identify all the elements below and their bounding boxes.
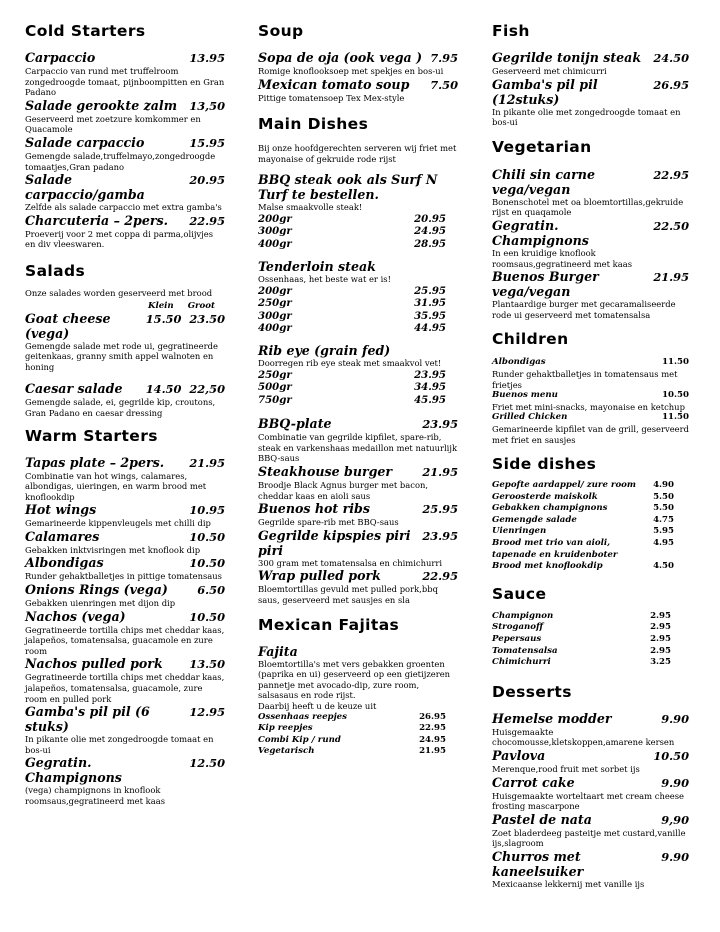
section-title-fish: Fish <box>492 22 530 40</box>
weight-price: 25.95 <box>414 284 446 297</box>
item-desc: Romige knoflooksoep met spekjes en bos-ui <box>258 66 444 76</box>
sauce-item: Chimichurri <box>492 657 551 668</box>
item-desc: Gemengde salade, ei, gegrilde kip, croutons, Gran Padano en caesar dressing <box>25 397 216 418</box>
item-desc: Zelfde als salade carpaccio met extra gamba's <box>25 202 222 213</box>
item-name: Charcuteria – 2pers. <box>25 212 168 228</box>
menu-item <box>25 502 225 529</box>
item-name: Gegrilde tonijn steak <box>492 50 642 65</box>
item-price-small: 15.50 <box>145 311 182 326</box>
column-middle <box>258 22 458 758</box>
item-name: BBQ-plate <box>258 416 332 432</box>
sauce-item: Pepersaus <box>492 634 542 645</box>
column-right <box>492 22 689 890</box>
side-item: Brood met trio van aioli, tapenade en kruidenboter <box>492 538 618 560</box>
item-price: 21.95 <box>189 455 225 470</box>
fajita-choice-note: Daarbij heeft u de keuze uit <box>258 700 377 711</box>
item-price: 10.50 <box>189 609 225 624</box>
item-price: 22.95 <box>189 213 225 228</box>
item-desc: Combinatie van gegrilde kipfilet, spare-rib, steak en varkenshaas medaillon met natuurlijk BBQ-saus <box>258 432 458 464</box>
item-price: 9,90 <box>661 812 689 827</box>
item-name: Buenos hot ribs <box>258 501 370 517</box>
menu-item <box>25 704 225 755</box>
side-item: Brood met knoflookdip <box>492 561 603 572</box>
menu-item <box>492 390 689 412</box>
side-price: 4.95 <box>653 538 674 549</box>
item-desc: Gegrilde spare-rib met BBQ-saus <box>258 517 399 528</box>
item-price: 23.95 <box>422 528 458 543</box>
item-price: 13.95 <box>189 51 225 65</box>
item-name: Albondigas <box>25 555 104 571</box>
section-title-cold-starters: Cold Starters <box>25 22 146 40</box>
item-price: 10.50 <box>653 749 689 763</box>
item-price: 25.95 <box>422 502 458 517</box>
item-name: Carrot cake <box>492 774 575 790</box>
section-title-salads: Salads <box>25 261 86 280</box>
item-name: Salade carpaccio/gamba <box>25 172 145 203</box>
weight-price: 44.95 <box>414 322 446 334</box>
weight-price: 23.95 <box>414 369 446 381</box>
menu-item <box>25 135 225 172</box>
item-desc: Huisgemaakte worteltaart met cream cheese frosting mascarpone <box>492 790 684 812</box>
item-name: Pavlova <box>492 748 546 763</box>
side-item: Gemengde salade <box>492 514 577 525</box>
item-name: Pastel de nata <box>492 811 592 827</box>
item-price: 9.90 <box>661 711 689 726</box>
section-title-sauce: Sauce <box>492 584 547 603</box>
item-name: Gegratin. Champignons <box>25 755 122 786</box>
item-desc: Doorregen rib eye steak met smaakvol vet! <box>258 358 442 369</box>
item-price: 13.50 <box>189 657 225 672</box>
item-price: 6.50 <box>197 583 225 598</box>
weight-label: 400gr <box>258 237 292 250</box>
item-desc: Plantaardige burger met gecaramaliseerde rode ui geserveerd met tomatensalsa <box>492 299 676 320</box>
item-desc: 300 gram met tomatensalsa en chimichurri <box>258 557 443 568</box>
item-desc: Zoet bladerdeeg pasteitje met custard,vanille ijs,slagroom <box>492 827 686 849</box>
item-name: Onions Rings (vega) <box>25 582 168 598</box>
fajita-option-price: 24.95 <box>419 734 446 745</box>
item-name: Grilled Chicken <box>492 412 568 423</box>
item-desc: Bloemtortilla's met vers gebakken groenten (paprika en ui) geserveerd op een gietijzeren pannetje met avocado-dip, zure room, salsasaus en rode rijst. <box>258 658 451 701</box>
menu-item-ribeye <box>258 343 458 406</box>
item-name: Goat cheese (vega) <box>25 310 111 341</box>
item-desc: Broodje Black Agnus burger met bacon, cheddar kaas en aioli saus <box>258 480 429 501</box>
item-price: 7.50 <box>430 77 458 92</box>
sauce-price: 2.95 <box>650 622 671 633</box>
side-price: 4.50 <box>653 561 674 572</box>
menu-item <box>492 357 689 390</box>
menu-item <box>25 50 225 98</box>
item-desc: Pittige tomatensoep Tex Mex-style <box>258 92 405 103</box>
weight-label: 400gr <box>258 322 292 334</box>
fajita-option-price: 26.95 <box>419 711 446 722</box>
section-title-mexican-fajitas: Mexican Fajitas <box>258 615 400 634</box>
item-desc: Runder gehaktballetjes in pittige tomatensaus <box>25 571 222 582</box>
main-dishes-list <box>258 416 458 605</box>
menu-item <box>258 528 458 569</box>
item-price: 12.95 <box>189 705 225 720</box>
item-desc: Geserveerd met chimicurri <box>492 66 607 76</box>
main-intro: Bij onze hoofdgerechten serveren wij friet met mayonaise of gekruide rode rijst <box>258 143 457 164</box>
menu-item <box>25 555 225 582</box>
item-name: Gamba's pil pil (6 stuks) <box>25 704 150 735</box>
item-price: 21.95 <box>422 465 458 479</box>
item-price: 15.95 <box>189 135 225 150</box>
menu-item <box>25 98 225 135</box>
menu-item-tenderloin <box>258 259 458 334</box>
side-price: 4.75 <box>653 514 674 525</box>
menu-item <box>492 218 689 269</box>
item-name: Salade carpaccio <box>25 134 145 150</box>
menu-item <box>25 213 225 250</box>
weight-label: 500gr <box>258 381 292 394</box>
sauce-price: 2.95 <box>650 634 671 645</box>
column-left <box>25 22 225 807</box>
menu-item <box>492 412 689 445</box>
item-desc: In pikante olie met zongedroogde tomaat en bos-ui <box>25 734 214 755</box>
weight-price: 24.95 <box>414 225 446 238</box>
menu-item <box>25 311 225 373</box>
item-desc: Gemarineerde kippenvleugels met chilli dip <box>25 518 211 529</box>
desserts-list <box>492 711 689 890</box>
weight-label: 300gr <box>258 225 292 238</box>
item-desc: Gegratineerde tortilla chips met cheddar kaas, jalapeños, tomatensalsa, guacamole, zure room en pulled pork <box>25 672 225 704</box>
item-price: 23.95 <box>422 417 458 432</box>
sauce-price: 3.25 <box>650 657 671 668</box>
weight-price: 35.95 <box>414 309 446 322</box>
fajita-option: Kip reepjes <box>258 723 313 734</box>
item-name: Wrap pulled pork <box>258 568 381 584</box>
fajita-option: Combi Kip / rund <box>258 734 341 745</box>
menu-item <box>492 167 689 218</box>
item-name: Gamba's pil pil (12stuks) <box>492 76 598 107</box>
menu-item <box>25 609 225 657</box>
item-price-large: 22,50 <box>189 382 225 397</box>
side-item: Gebakken champignons <box>492 503 608 514</box>
item-name: Nachos (vega) <box>25 608 126 624</box>
item-desc: Proeverij voor 2 met coppa di parma,olijvjes en div vleeswaren. <box>25 228 214 250</box>
item-name: Rib eye (grain fed) <box>258 343 391 359</box>
menu-item <box>258 77 458 104</box>
salad-size-header <box>25 301 225 311</box>
item-desc: Bonenschotel met oa bloemtortillas,gekruide rijst en quaqamole <box>492 196 684 218</box>
menu-item <box>492 849 689 890</box>
item-name: Gegrilde kipspies piri piri <box>258 527 411 558</box>
item-desc: Gemengde salade met rode ui, gegratineerde geitenkaas, granny smith appel walnoten en honing <box>25 340 218 372</box>
item-desc: Gebakken inktvisringen met knoflook dip <box>25 544 201 555</box>
item-price: 24.50 <box>653 51 689 65</box>
item-price: 10.95 <box>189 503 225 518</box>
menu-item <box>492 77 689 128</box>
weight-price: 34.95 <box>414 381 446 394</box>
item-price: 22.95 <box>653 167 689 182</box>
size-large-label: Groot <box>187 300 215 311</box>
item-price-large: 23.50 <box>189 311 225 326</box>
menu-item <box>258 50 458 77</box>
item-name: Churros met kaneelsuiker <box>492 848 584 879</box>
item-desc: Gegratineerde tortilla chips met cheddar kaas, jalapeños, tomatensalsa, guacamole en zure room <box>25 624 225 656</box>
menu-item-bbq-steak <box>258 172 458 250</box>
item-desc: Geserveerd met zoetzure komkommer en Quacamole <box>25 113 201 135</box>
side-price: 5.95 <box>653 526 674 537</box>
weight-price: 28.95 <box>414 237 446 250</box>
sauce-price: 2.95 <box>650 610 671 621</box>
item-name: BBQ steak ook als Surf N Turf te bestellen. <box>258 172 438 203</box>
item-desc: Gemengde salade,truffelmayo,zongedroogde tomaatjes,Gran padano <box>25 150 216 172</box>
item-name: Tenderloin steak <box>258 259 376 275</box>
item-desc: Bloemtortillas gevuld met pulled pork,bbq saus, geserveerd met sausjes en sla <box>258 584 438 605</box>
sauce-item: Stroganoff <box>492 622 544 633</box>
item-name: Salade gerookte zalm <box>25 97 178 113</box>
weight-label: 250gr <box>258 297 292 310</box>
section-title-soup: Soup <box>258 22 304 40</box>
item-name: Calamares <box>25 528 100 544</box>
weight-price: 31.95 <box>414 297 446 310</box>
item-price: 10.50 <box>662 390 689 401</box>
side-item: Geroosterde maiskolk <box>492 491 598 502</box>
sauce-list <box>492 611 671 669</box>
section-title-desserts: Desserts <box>492 682 572 701</box>
item-name: Sopa de oja (ook vega ) <box>258 50 423 65</box>
menu-item <box>258 416 458 464</box>
weight-price: 20.95 <box>414 212 446 225</box>
menu-item <box>492 50 689 77</box>
item-name: Hot wings <box>25 502 97 518</box>
cold-starters-list <box>25 50 225 250</box>
sauce-item: Tomatensalsa <box>492 645 558 656</box>
sauce-price: 2.95 <box>650 645 671 656</box>
weight-label: 200gr <box>258 212 292 225</box>
item-price: 12.50 <box>189 756 225 771</box>
section-title-children: Children <box>492 330 569 349</box>
item-price: 13,50 <box>189 98 225 113</box>
menu-item <box>25 172 225 213</box>
item-name: Buenos Burger vega/vegan <box>492 269 599 300</box>
item-price: 9.90 <box>661 775 689 790</box>
menu-item <box>25 529 225 556</box>
side-price: 5.50 <box>653 491 674 502</box>
section-title-side-dishes: Side dishes <box>492 455 597 474</box>
item-name: Gegratin. Champignons <box>492 217 589 248</box>
salads-intro: Onze salades worden geserveerd met brood <box>25 287 213 298</box>
side-price: 5.50 <box>653 503 674 514</box>
side-item: Gepofte aardappel/ zure room <box>492 480 636 491</box>
menu-item <box>25 582 225 609</box>
menu-item <box>492 269 689 320</box>
side-dishes-list <box>492 480 674 573</box>
weight-label: 750gr <box>258 393 292 406</box>
item-price: 22.50 <box>653 218 689 233</box>
fajita-option: Vegetarisch <box>258 746 315 757</box>
warm-starters-list <box>25 455 225 807</box>
item-price: 10.50 <box>189 556 225 571</box>
item-price: 21.95 <box>653 270 689 285</box>
item-name: Nachos pulled pork <box>25 656 163 672</box>
menu-item <box>258 464 458 501</box>
item-price: 20.95 <box>189 173 225 188</box>
fajita-option-price: 21.95 <box>419 746 446 757</box>
menu-item <box>492 812 689 849</box>
item-name: Steakhouse burger <box>258 464 393 479</box>
menu-item <box>25 755 225 806</box>
section-title-warm-starters: Warm Starters <box>25 426 158 445</box>
side-price: 4.90 <box>653 480 674 491</box>
menu-item <box>258 501 458 528</box>
item-desc: Merenque,rood fruit met sorbet ijs <box>492 764 640 774</box>
item-price: 7.95 <box>430 51 458 65</box>
size-small-label: Klein <box>147 300 174 311</box>
item-name: Mexican tomato soup <box>258 76 410 92</box>
fajita-option-price: 22.95 <box>419 723 446 734</box>
item-desc: Friet met mini-snacks, mayonaise en ketchup <box>492 401 685 412</box>
item-desc: Malse smaakvolle steak! <box>258 202 363 213</box>
item-desc: Gemarineerde kipfilet van de grill, geserveerd met friet en sausjes <box>492 423 689 445</box>
item-desc: Mexicaanse lekkernij met vanille ijs <box>492 878 645 889</box>
weight-price: 45.95 <box>414 393 446 406</box>
section-title-vegetarian: Vegetarian <box>492 137 592 156</box>
item-desc: (vega) champignons in knoflook roomsaus,gegratineerd met kaas <box>25 785 166 806</box>
item-price-small: 14.50 <box>145 382 182 397</box>
fajita-option: Ossenhaas reepjes <box>258 711 347 722</box>
weight-label: 250gr <box>258 369 292 381</box>
menu-item-fajita <box>258 644 458 758</box>
item-name: Fajita <box>258 643 298 659</box>
menu-item <box>258 568 458 605</box>
side-item: Uienringen <box>492 526 547 537</box>
sauce-item: Champignon <box>492 610 554 621</box>
item-price: 11.50 <box>662 412 689 423</box>
item-desc: In pikante olie met zongedroogde tomaat en bos-ui <box>492 106 681 128</box>
item-desc: Carpaccio van rund met truffelroom zongedroogde tomaat, pijnboompitten en Gran Padano <box>25 66 225 98</box>
menu-item <box>492 748 689 775</box>
item-price: 11.50 <box>662 357 689 368</box>
item-name: Chili sin carne vega/vegan <box>492 166 595 197</box>
item-desc: Ossenhaas, het beste wat er is! <box>258 274 391 285</box>
item-name: Albondigas <box>492 357 546 368</box>
item-price: 22.95 <box>422 569 458 584</box>
item-name: Tapas plate – 2pers. <box>25 454 165 470</box>
menu-item <box>25 656 225 704</box>
item-desc: Huisgemaakte chocomousse,kletskoppen,amarene kersen <box>492 726 675 748</box>
weight-label: 200gr <box>258 284 292 297</box>
menu-item <box>25 455 225 503</box>
item-name: Carpaccio <box>25 50 96 65</box>
item-desc: Gebakken uienringen met dijon dip <box>25 598 176 609</box>
item-name: Hemelse modder <box>492 710 612 726</box>
item-desc: Runder gehaktballetjes in tomatensaus met frietjes <box>492 368 678 390</box>
item-desc: In een kruidige knoflook roomsaus,gegratineerd met kaas <box>492 247 633 269</box>
item-desc: Combinatie van hot wings, calamares, albondigas, uieringen, en warm brood met knoflookdip <box>25 470 207 502</box>
menu-item <box>492 775 689 812</box>
section-title-main-dishes: Main Dishes <box>258 115 369 134</box>
item-name: Caesar salade <box>25 381 123 397</box>
item-price: 9.90 <box>661 849 689 864</box>
menu-item <box>492 711 689 748</box>
weight-label: 300gr <box>258 309 292 322</box>
menu-item <box>25 381 225 418</box>
item-price: 26.95 <box>653 77 689 92</box>
item-name: Buenos menu <box>492 390 558 401</box>
item-price: 10.50 <box>189 529 225 544</box>
